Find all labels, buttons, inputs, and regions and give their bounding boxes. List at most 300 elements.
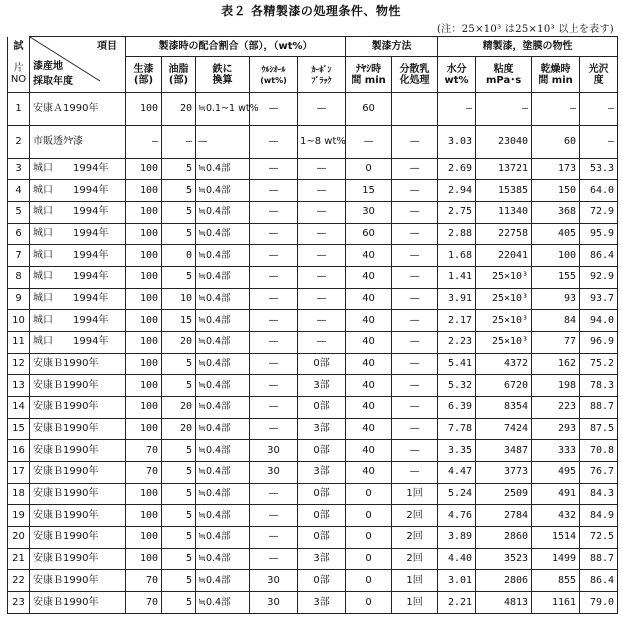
cell-emulsion: — [392, 331, 438, 353]
cell-oil: 5 [162, 462, 196, 484]
cell-no: 6 [8, 223, 30, 245]
table-row [8, 418, 618, 440]
cell-nayashi: 40 [346, 245, 392, 267]
table-note: (注：25×10³ は25×10³ 以上を表す) [436, 24, 614, 35]
cell-water: 3.89 [438, 527, 476, 549]
cell-carbon: 0部 [298, 353, 346, 375]
cell-drying: 198 [532, 375, 580, 397]
cell-raw: 70 [126, 440, 162, 462]
cell-drying: 93 [532, 288, 580, 310]
cell-carbon: — [298, 310, 346, 332]
cell-raw: 100 [126, 418, 162, 440]
cell-emulsion: 2回 [392, 548, 438, 570]
cell-water: 4.76 [438, 505, 476, 527]
table-row [8, 201, 618, 223]
cell-emulsion [392, 93, 438, 126]
cell-iron: ≒0.4部 [196, 288, 250, 310]
cell-urushiol: — [250, 418, 298, 440]
cell-iron: ≒0.4部 [196, 353, 250, 375]
cell-water: 2.75 [438, 201, 476, 223]
cell-carbon: 0部 [298, 397, 346, 419]
cell-emulsion: — [392, 418, 438, 440]
cell-viscosity: 25×10³ [476, 288, 532, 310]
cell-raw: 100 [126, 223, 162, 245]
cell-oil: 5 [162, 440, 196, 462]
cell-nayashi: 0 [346, 527, 392, 549]
cell-gloss: 72.9 [580, 201, 618, 223]
cell-oil: 15 [162, 310, 196, 332]
cell-carbon: 0部 [298, 505, 346, 527]
cell-viscosity: 7424 [476, 418, 532, 440]
cell-nayashi: 40 [346, 418, 392, 440]
cell-no: 2 [8, 125, 30, 158]
cell-viscosity: 23040 [476, 125, 532, 158]
cell-drying: 173 [532, 158, 580, 180]
cell-oil: 10 [162, 288, 196, 310]
cell-gloss: 70.8 [580, 440, 618, 462]
cell-water: 4.47 [438, 462, 476, 484]
cell-viscosity: 3487 [476, 440, 532, 462]
cell-iron: ≒0.4部 [196, 180, 250, 202]
header-urushiol: ｳﾙｼｵｰﾙ (wt%) [250, 57, 298, 93]
cell-urushiol: — [250, 505, 298, 527]
cell-no: 19 [8, 505, 30, 527]
cell-iron: ≒0.4部 [196, 527, 250, 549]
cell-drying: 84 [532, 310, 580, 332]
table-title: 表２ 各精製漆の処理条件、物性 [221, 4, 401, 18]
cell-urushiol: — [250, 527, 298, 549]
cell-gloss: 88.7 [580, 548, 618, 570]
cell-urushiol: — [250, 375, 298, 397]
cell-viscosity: 22041 [476, 245, 532, 267]
table-row [8, 592, 618, 614]
cell-viscosity: 13721 [476, 158, 532, 180]
cell-no: 17 [8, 462, 30, 484]
cell-urushiol: — [250, 483, 298, 505]
cell-nayashi: 40 [346, 375, 392, 397]
cell-no: 15 [8, 418, 30, 440]
cell-raw: 100 [126, 397, 162, 419]
cell-drying: 491 [532, 483, 580, 505]
cell-urushiol: — [250, 310, 298, 332]
cell-carbon: 0部 [298, 570, 346, 592]
cell-no: 3 [8, 158, 30, 180]
cell-gloss: 84.3 [580, 483, 618, 505]
cell-oil: 5 [162, 592, 196, 614]
table-row [8, 223, 618, 245]
cell-nayashi: 40 [346, 266, 392, 288]
cell-nayashi: 0 [346, 483, 392, 505]
cell-gloss: 64.0 [580, 180, 618, 202]
cell-emulsion: — [392, 440, 438, 462]
cell-emulsion: — [392, 462, 438, 484]
cell-gloss: 75.2 [580, 353, 618, 375]
cell-drying: 1514 [532, 527, 580, 549]
cell-gloss: 53.3 [580, 158, 618, 180]
cell-oil: 20 [162, 93, 196, 126]
cell-emulsion: — [392, 353, 438, 375]
cell-urushiol: — [250, 245, 298, 267]
cell-nayashi: 40 [346, 440, 392, 462]
cell-iron: ≒0.4部 [196, 418, 250, 440]
cell-origin: 安康Ｂ1990年 [30, 527, 126, 549]
cell-gloss: 96.9 [580, 331, 618, 353]
cell-no: 8 [8, 266, 30, 288]
cell-drying: 432 [532, 505, 580, 527]
cell-gloss: 94.0 [580, 310, 618, 332]
cell-iron: ≒0.4部 [196, 158, 250, 180]
cell-emulsion: — [392, 375, 438, 397]
cell-water: 2.17 [438, 310, 476, 332]
cell-iron: ≒0.4部 [196, 397, 250, 419]
cell-urushiol: — [250, 266, 298, 288]
cell-viscosity: 25×10³ [476, 331, 532, 353]
cell-gloss: 87.5 [580, 418, 618, 440]
cell-no: 12 [8, 353, 30, 375]
cell-viscosity: 25×10³ [476, 310, 532, 332]
cell-carbon: — [298, 158, 346, 180]
cell-water: 1.41 [438, 266, 476, 288]
table-row [8, 93, 618, 126]
cell-viscosity: 4813 [476, 592, 532, 614]
table-row [8, 180, 618, 202]
cell-drying: 77 [532, 331, 580, 353]
cell-viscosity: 22758 [476, 223, 532, 245]
cell-raw: 100 [126, 93, 162, 126]
cell-no: 21 [8, 548, 30, 570]
cell-carbon: 3部 [298, 418, 346, 440]
cell-emulsion: — [392, 158, 438, 180]
cell-oil: 5 [162, 180, 196, 202]
cell-gloss: 78.3 [580, 375, 618, 397]
cell-origin: 安康Ｂ1990年 [30, 440, 126, 462]
header-drying: 乾燥時 間 min [532, 57, 580, 93]
cell-carbon: — [298, 223, 346, 245]
cell-drying: 223 [532, 397, 580, 419]
cell-gloss: 86.4 [580, 245, 618, 267]
cell-drying: 155 [532, 266, 580, 288]
cell-iron: ≒0.4部 [196, 548, 250, 570]
cell-no: 14 [8, 397, 30, 419]
cell-nayashi: 0 [346, 158, 392, 180]
cell-oil: 5 [162, 527, 196, 549]
cell-nayashi: 0 [346, 570, 392, 592]
cell-origin: 安康Ｂ1990年 [30, 592, 126, 614]
cell-urushiol: — [250, 548, 298, 570]
table-row [8, 331, 618, 353]
cell-nayashi: 40 [346, 288, 392, 310]
cell-origin: 安康Ｂ1990年 [30, 397, 126, 419]
table-row [8, 505, 618, 527]
header-emulsion: 分散乳 化処理 [392, 57, 438, 93]
cell-iron: ≒0.4部 [196, 483, 250, 505]
cell-oil: 5 [162, 375, 196, 397]
cell-nayashi: 0 [346, 592, 392, 614]
cell-origin: 安康Ｂ1990年 [30, 570, 126, 592]
header-item: 項目 [30, 37, 126, 57]
cell-oil: 5 [162, 223, 196, 245]
cell-no: 4 [8, 180, 30, 202]
cell-viscosity: 2509 [476, 483, 532, 505]
cell-water: 3.35 [438, 440, 476, 462]
cell-emulsion: 2回 [392, 527, 438, 549]
cell-oil: 5 [162, 505, 196, 527]
cell-nayashi: 40 [346, 462, 392, 484]
properties-table [7, 36, 618, 614]
header-gloss: 光沢 度 [580, 57, 618, 93]
cell-no: 9 [8, 288, 30, 310]
cell-oil: 0 [162, 245, 196, 267]
cell-raw: 100 [126, 180, 162, 202]
cell-emulsion: — [392, 245, 438, 267]
cell-oil: 5 [162, 353, 196, 375]
cell-drying: 162 [532, 353, 580, 375]
table-row [8, 462, 618, 484]
cell-nayashi: 15 [346, 180, 392, 202]
cell-oil: 5 [162, 158, 196, 180]
cell-drying: 405 [532, 223, 580, 245]
cell-no: 16 [8, 440, 30, 462]
cell-origin: 城口 1994年 [30, 158, 126, 180]
cell-carbon: — [298, 331, 346, 353]
table-row [8, 266, 618, 288]
cell-raw: 100 [126, 353, 162, 375]
cell-no: 23 [8, 592, 30, 614]
cell-nayashi: 30 [346, 201, 392, 223]
cell-nayashi: 40 [346, 331, 392, 353]
cell-oil: 5 [162, 266, 196, 288]
cell-carbon: — [298, 201, 346, 223]
cell-drying: 1499 [532, 548, 580, 570]
cell-raw: 100 [126, 548, 162, 570]
cell-gloss: — [580, 93, 618, 126]
cell-viscosity: 15385 [476, 180, 532, 202]
cell-urushiol: 30 [250, 570, 298, 592]
cell-gloss: 88.7 [580, 397, 618, 419]
cell-origin: 城口 1994年 [30, 180, 126, 202]
cell-carbon: — [298, 288, 346, 310]
cell-raw: 70 [126, 462, 162, 484]
table-row [8, 397, 618, 419]
cell-viscosity: 2784 [476, 505, 532, 527]
cell-carbon: 3部 [298, 462, 346, 484]
cell-emulsion: 1回 [392, 483, 438, 505]
cell-oil: 5 [162, 201, 196, 223]
cell-water: 2.88 [438, 223, 476, 245]
cell-water: 2.21 [438, 592, 476, 614]
cell-viscosity: 6720 [476, 375, 532, 397]
cell-no: 10 [8, 310, 30, 332]
cell-water: 3.91 [438, 288, 476, 310]
cell-carbon: 3部 [298, 375, 346, 397]
cell-emulsion: 1回 [392, 570, 438, 592]
cell-drying: 100 [532, 245, 580, 267]
table-row [8, 310, 618, 332]
cell-raw: — [126, 125, 162, 158]
cell-drying: 855 [532, 570, 580, 592]
cell-water: 2.94 [438, 180, 476, 202]
cell-urushiol: — [250, 331, 298, 353]
cell-emulsion: — [392, 201, 438, 223]
table-row [8, 375, 618, 397]
cell-origin: 城口 1994年 [30, 266, 126, 288]
cell-nayashi: 60 [346, 223, 392, 245]
cell-emulsion: 1回 [392, 592, 438, 614]
header-raw: 生漆 (部) [126, 57, 162, 93]
cell-viscosity: 11340 [476, 201, 532, 223]
cell-iron: ≒0.4部 [196, 440, 250, 462]
cell-emulsion: — [392, 223, 438, 245]
cell-carbon: — [298, 266, 346, 288]
cell-carbon: — [298, 245, 346, 267]
table-row [8, 527, 618, 549]
header-group-method: 製漆方法 [346, 37, 438, 57]
cell-emulsion: — [392, 180, 438, 202]
cell-urushiol: — [250, 397, 298, 419]
cell-origin: 安康Ｂ1990年 [30, 505, 126, 527]
cell-raw: 100 [126, 331, 162, 353]
cell-water: 6.39 [438, 397, 476, 419]
cell-origin: 市販透ｸﾔ漆 [30, 125, 126, 158]
cell-water: 4.40 [438, 548, 476, 570]
cell-iron: ≒0.4部 [196, 223, 250, 245]
cell-drying: — [532, 93, 580, 126]
cell-urushiol: 30 [250, 592, 298, 614]
cell-viscosity: 4372 [476, 353, 532, 375]
cell-gloss: 72.5 [580, 527, 618, 549]
cell-origin: 安康Ｂ1990年 [30, 418, 126, 440]
cell-gloss: 86.4 [580, 570, 618, 592]
table-row [8, 125, 618, 158]
cell-iron: ≒0.1~1 wt% [196, 93, 250, 126]
cell-no: 13 [8, 375, 30, 397]
table-row [8, 245, 618, 267]
cell-raw: 100 [126, 527, 162, 549]
table-row [8, 570, 618, 592]
cell-water: 3.01 [438, 570, 476, 592]
cell-carbon: 0部 [298, 440, 346, 462]
cell-iron: ≒0.4部 [196, 462, 250, 484]
cell-urushiol: — [250, 353, 298, 375]
cell-nayashi: 40 [346, 353, 392, 375]
table-row [8, 548, 618, 570]
table-row [8, 353, 618, 375]
cell-iron: — [196, 125, 250, 158]
header-shi-2: 片 NO [8, 57, 30, 93]
cell-origin: 安康Ｂ1990年 [30, 548, 126, 570]
cell-carbon: 0部 [298, 527, 346, 549]
header-water: 水分 wt% [438, 57, 476, 93]
cell-drying: 495 [532, 462, 580, 484]
cell-no: 11 [8, 331, 30, 353]
cell-carbon: 3部 [298, 548, 346, 570]
cell-urushiol: — [250, 180, 298, 202]
cell-emulsion: 2回 [392, 505, 438, 527]
table-row [8, 288, 618, 310]
cell-raw: 100 [126, 505, 162, 527]
cell-gloss: 92.9 [580, 266, 618, 288]
cell-gloss: 84.9 [580, 505, 618, 527]
cell-emulsion: — [392, 310, 438, 332]
cell-carbon: 3部 [298, 592, 346, 614]
cell-carbon: 0部 [298, 483, 346, 505]
header-carbon: ｶｰﾎﾞﾝ ﾌﾞﾗｯｸ [298, 57, 346, 93]
cell-viscosity: 3773 [476, 462, 532, 484]
cell-water: 5.24 [438, 483, 476, 505]
cell-iron: ≒0.4部 [196, 310, 250, 332]
cell-raw: 70 [126, 570, 162, 592]
cell-viscosity: 2806 [476, 570, 532, 592]
cell-nayashi: 0 [346, 548, 392, 570]
cell-raw: 70 [126, 592, 162, 614]
header-group-props: 精製漆，塗膜の物性 [438, 37, 618, 57]
cell-nayashi: 60 [346, 93, 392, 126]
cell-iron: ≒0.4部 [196, 201, 250, 223]
cell-iron: ≒0.4部 [196, 505, 250, 527]
cell-no: 1 [8, 93, 30, 126]
cell-urushiol: — [250, 223, 298, 245]
cell-no: 7 [8, 245, 30, 267]
cell-emulsion: — [392, 288, 438, 310]
header-origin-year: 漆産地 採取年度 [30, 57, 126, 93]
cell-water: 5.41 [438, 353, 476, 375]
cell-raw: 100 [126, 158, 162, 180]
cell-viscosity: 2860 [476, 527, 532, 549]
cell-oil: 20 [162, 397, 196, 419]
cell-raw: 100 [126, 483, 162, 505]
cell-origin: 城口 1994年 [30, 245, 126, 267]
cell-emulsion: — [392, 266, 438, 288]
header-oil: 油脂 (部) [162, 57, 196, 93]
cell-origin: 城口 1994年 [30, 201, 126, 223]
cell-water: 5.32 [438, 375, 476, 397]
cell-gloss: — [580, 125, 618, 158]
table-row [8, 483, 618, 505]
cell-nayashi: 0 [346, 505, 392, 527]
cell-nayashi: 40 [346, 310, 392, 332]
cell-urushiol: 30 [250, 462, 298, 484]
cell-water: 2.69 [438, 158, 476, 180]
cell-nayashi: — [346, 125, 392, 158]
cell-viscosity: 25×10³ [476, 266, 532, 288]
cell-water: 7.78 [438, 418, 476, 440]
cell-raw: 100 [126, 201, 162, 223]
cell-urushiol: — [250, 288, 298, 310]
cell-urushiol: — [250, 201, 298, 223]
cell-origin: 安康Ｂ1990年 [30, 462, 126, 484]
cell-drying: 333 [532, 440, 580, 462]
cell-iron: ≒0.4部 [196, 245, 250, 267]
cell-drying: 150 [532, 180, 580, 202]
cell-drying: 60 [532, 125, 580, 158]
table-row [8, 158, 618, 180]
cell-water: 1.68 [438, 245, 476, 267]
header-iron: 鉄に 換算 [196, 57, 250, 93]
header-nayashi: ﾅﾔｼ時 間 min [346, 57, 392, 93]
cell-origin: 安康Ｂ1990年 [30, 375, 126, 397]
cell-raw: 100 [126, 245, 162, 267]
table-row [8, 440, 618, 462]
cell-iron: ≒0.4部 [196, 592, 250, 614]
cell-viscosity: 8354 [476, 397, 532, 419]
cell-raw: 100 [126, 288, 162, 310]
cell-raw: 100 [126, 266, 162, 288]
cell-drying: 293 [532, 418, 580, 440]
cell-oil: 5 [162, 548, 196, 570]
header-viscosity: 粘度 mPa･s [476, 57, 532, 93]
cell-origin: 城口 1994年 [30, 310, 126, 332]
cell-gloss: 95.9 [580, 223, 618, 245]
